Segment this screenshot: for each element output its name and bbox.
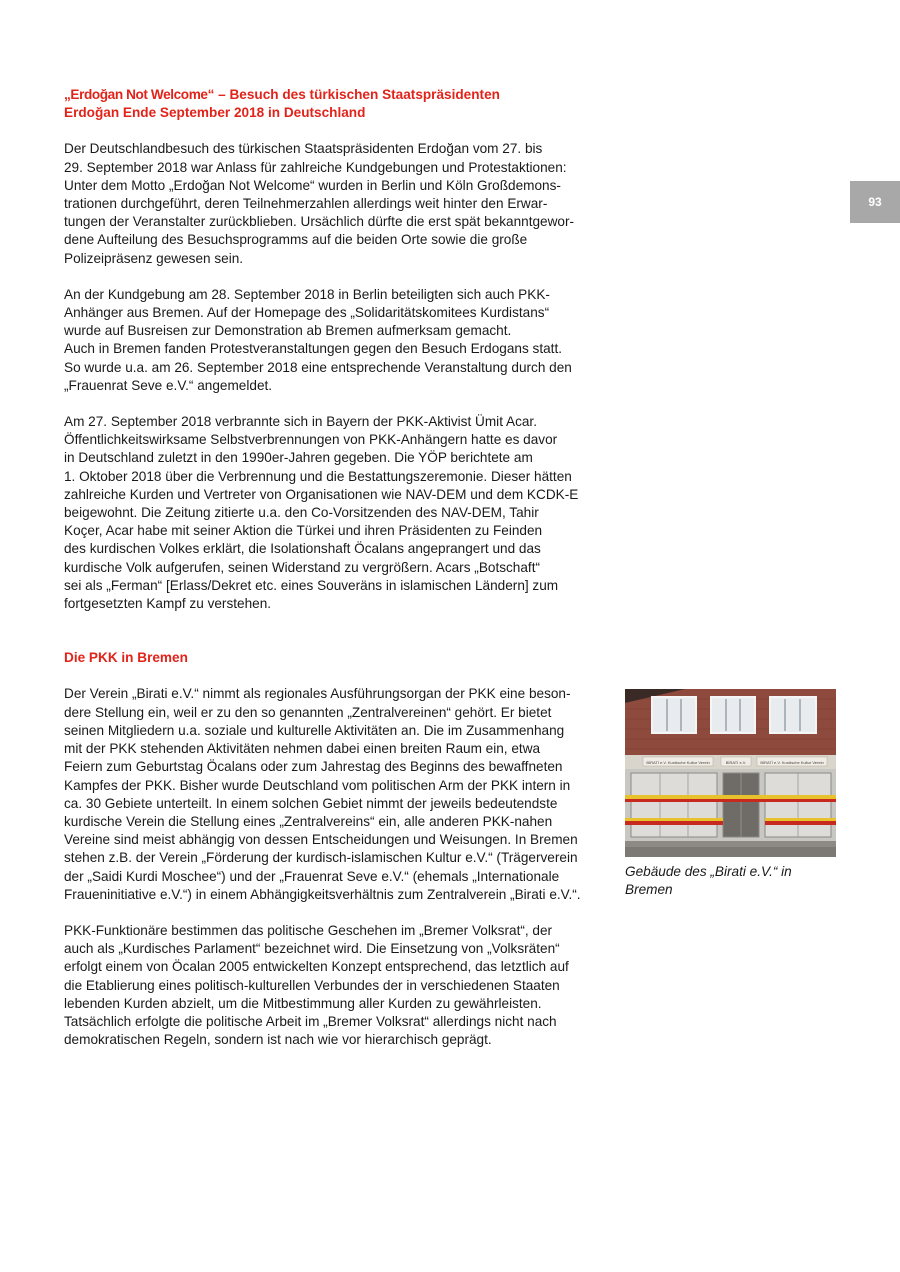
building-photo-figure <box>625 689 837 899</box>
section-heading-pkk-bremen: Die PKK in Bremen <box>64 650 188 666</box>
paragraph: Der Deutschlandbesuch des türkischen Staatspräsidenten Erdoğan vom 27. bis 29. September 2018 war Anlass für zahlreiche Kundgebungen und Protestaktionen: Unter dem Motto „Erdoğan Not Welcome“ wurden in Berlin und Köln Großdemons- trationen durchgeführt, deren Teilnehmerzahlen allerdings weit hinter den Erwar- tungen der Veranstalter zurückblieben. Ursächlich dürfte die erst spät bekanntgewor- dene Aufteilung des Besuchsprogramms auf die beiden Orte sowie die große Polizeipräsenz gewesen sein. <box>64 141 575 266</box>
building-photo <box>625 689 836 857</box>
shop-sign-right: BİRATİ e.V. Kurdische Kultur Verein <box>760 760 824 765</box>
main-text-column <box>64 86 624 1049</box>
paragraph: Der Verein „Birati e.V.“ nimmt als regionales Ausführungsorgan der PKK eine beson- dere Stellung ein, weil er zu den so genannten „Zentralvereinen“ gehört. Er bietet seinen Mitgliedern u.a. soziale und kulturelle Aktivitäten an. Die im Zusammenhang mit der PKK stehenden Aktivitäten nehmen dabei einen breiten Raum ein, etwa Feiern zum Geburtstag Öcalans oder zum Jahrestag des Beginns des bewaffneten Kampfes der PKK. Bisher wurde Deutschland vom politischen Arm der PKK intern in ca. 30 Gebiete unterteilt. In einem solchen Gebiet nimmt der jeweils bedeutendste kurdische Verein die Stellung eines „Zentralvereins“ ein, alle anderen PKK-nahen Vereine sind meist abhängig von dessen Entscheidungen und Weisungen. In Bremen stehen z.B. der Verein „Förderung der kurdisch-islamischen Kultur e.V.“ (Trägerverein der „Saidi Kurdi Moschee“) und der „Frauenrat Seve e.V.“ (ehemals „Internationale Fraueninitiative e.V.“) in einem Abhängigkeitsverhältnis zum Zentralverein „Birati e.V.“. <box>64 686 581 902</box>
page-number-tab <box>850 181 900 223</box>
photo-caption: Gebäude des „Birati e.V.“ in Bremen <box>625 864 792 898</box>
section-heading-erdogan <box>64 86 624 122</box>
paragraph: Am 27. September 2018 verbrannte sich in Bayern der PKK-Aktivist Ümit Acar. Öffentlichkeitswirksame Selbstverbrennungen von PKK-Anhängern hatte es davor in Deutschland zuletzt in den 1990er-Jahren gegeben. Die YÖP berichtete am 1. Oktober 2018 über die Verbrennung und die Bestattungszeremonie. Dieser hätten zahlreiche Kurden und Vertreter von Organisationen wie NAV-DEM und dem KCDK-E beigewohnt. Die Zeitung zitierte u.a. den Co-Vorsitzenden des NAV-DEM, Tahir Koçer, Acar habe mit seiner Aktion die Türkei und ihren Präsidenten zu Feinden des kurdischen Volkes erklärt, die Isolationshaft Öcalans angeprangert und das kurdische Volk aufgerufen, seinen Widerstand zu vergrößern. Acars „Botschaft“ sei als „Ferman“ [Erlass/Dekret etc. eines Souveräns in islamischen Ländern] zum fortgesetzten Kampf zu verstehen. <box>64 414 579 612</box>
heading-rest: “ – Besuch des türkischen Staatspräsidenten Erdoğan Ende September 2018 in Deutschland <box>64 87 500 121</box>
shop-sign-middle: BİRATİ e.V. <box>725 760 747 765</box>
page-number: 93 <box>868 195 882 209</box>
shop-sign-left: BİRATİ e.V. Kurdische Kultur Verein <box>646 760 710 765</box>
paragraph: An der Kundgebung am 28. September 2018 in Berlin beteiligten sich auch PKK- Anhänger aus Bremen. Auf der Homepage des „Solidaritätskomitees Kurdistans“ wurde auf Busreisen zur Demonstration ab Bremen aufmerksam gemacht. Auch in Bremen fanden Protestveranstaltungen gegen den Besuch Erdogans statt. So wurde u.a. am 26. September 2018 eine entsprechende Veranstaltung durch den „Frauenrat Seve e.V.“ angemeldet. <box>64 286 572 393</box>
paragraph: PKK-Funktionäre bestimmen das politische Geschehen im „Bremer Volksrat“, der auch als „Kurdisches Parlament“ bezeichnet wird. Die Einsetzung von „Volksräten“ erfolgt einem von Öcalan 2005 entwickelten Konzept entsprechend, das letztlich auf die Etablierung eines politisch-kulturellen Verbundes der in verschiedenen Staaten lebenden Kurden abzielt, um die Mitbestimmung aller Kurden zu gewährleisten. Tatsächlich erfolgte die politische Arbeit im „Bremer Volksrat“ allerdings nicht nach demokratischen Regeln, sondern ist nach wie vor hierarchisch geprägt. <box>64 922 569 1048</box>
heading-quote: „Erdoğan Not Welcome <box>64 87 208 102</box>
